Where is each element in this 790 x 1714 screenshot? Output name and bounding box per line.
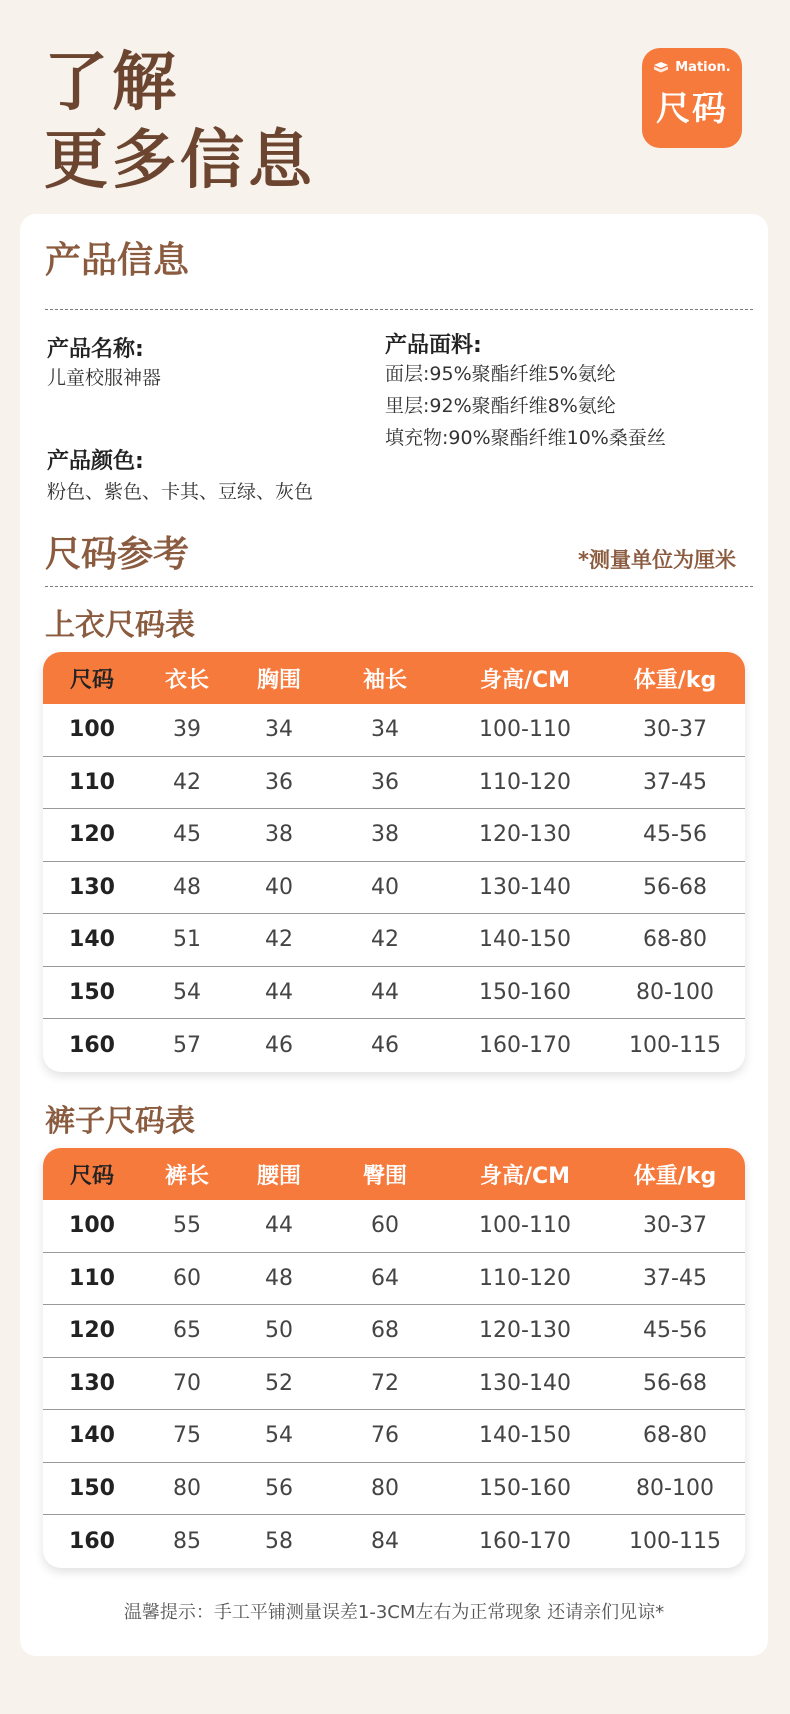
table-row: [43, 1358, 745, 1411]
fabric-label: 产品面料:: [385, 333, 482, 358]
table-cell: 160-170: [479, 1528, 571, 1554]
table-cell: 130-140: [479, 1370, 571, 1396]
table-cell: 56-68: [643, 1370, 707, 1396]
table-cell: 50: [265, 1318, 293, 1344]
table-cell: 30-37: [643, 717, 707, 743]
table-cell: 34: [371, 717, 399, 743]
size-cell: 140: [69, 1423, 115, 1449]
table-cell: 42: [265, 927, 293, 953]
size-cell: 150: [69, 979, 115, 1005]
table-cell: 80: [173, 1475, 201, 1501]
table-cell: 100-110: [479, 717, 571, 743]
header-cell: 体重/kg: [633, 667, 717, 693]
table-cell: 100-110: [479, 1213, 571, 1239]
table-row: [43, 704, 745, 757]
table-cell: 42: [173, 769, 201, 795]
table-row: [43, 1410, 745, 1463]
table-cell: 45: [173, 822, 201, 848]
size-cell: 100: [69, 717, 115, 743]
table-cell: 68: [371, 1318, 399, 1344]
table-cell: 100-115: [629, 1528, 721, 1554]
table-cell: 80-100: [636, 1475, 714, 1501]
table-cell: 44: [265, 1213, 293, 1239]
size-cell: 160: [69, 1528, 115, 1554]
table-cell: 110-120: [479, 769, 571, 795]
divider: [45, 586, 753, 587]
table-cell: 110-120: [479, 1265, 571, 1291]
table-cell: 37-45: [643, 769, 707, 795]
table-cell: 80-100: [636, 979, 714, 1005]
page-title: [44, 44, 316, 200]
header-cell: 尺码: [69, 1163, 114, 1189]
table-cell: 48: [265, 1265, 293, 1291]
table-cell: 36: [371, 769, 399, 795]
table-cell: 54: [265, 1423, 293, 1449]
table-cell: 150-160: [479, 1475, 571, 1501]
top-size-table: [43, 652, 745, 1072]
size-cell: 120: [69, 1318, 115, 1344]
table-cell: 100-115: [629, 1032, 721, 1058]
size-cell: 110: [69, 1265, 115, 1291]
size-cell: 110: [69, 769, 115, 795]
table-cell: 38: [371, 822, 399, 848]
name-label: 产品名称:: [47, 337, 144, 362]
table-cell: 48: [173, 874, 201, 900]
table-cell: 45-56: [643, 1318, 707, 1344]
header-cell: 身高/CM: [479, 667, 571, 693]
size-cell: 160: [69, 1032, 115, 1058]
footer-tip: 温馨提示：手工平铺测量误差1-3CM左右为正常现象 还请亲们见谅*: [123, 1602, 665, 1623]
box-icon: [653, 62, 669, 73]
size-cell: 130: [69, 1370, 115, 1396]
table-cell: 120-130: [479, 1318, 571, 1344]
table-row: [43, 914, 745, 967]
table-cell: 52: [265, 1370, 293, 1396]
table-cell: 40: [265, 874, 293, 900]
table-cell: 36: [265, 769, 293, 795]
header-cell: 尺码: [69, 667, 114, 693]
table-cell: 60: [173, 1265, 201, 1291]
title-line-2: 更多信息: [44, 124, 316, 198]
table-row: [43, 1019, 745, 1072]
table-cell: 150-160: [479, 979, 571, 1005]
table-cell: 54: [173, 979, 201, 1005]
table-cell: 40: [371, 874, 399, 900]
table-row: [43, 1463, 745, 1516]
top-table-title: 上衣尺码表: [45, 608, 195, 643]
unit-note: *测量单位为厘米: [578, 548, 736, 572]
table-header: [43, 652, 745, 704]
table-cell: 140-150: [479, 927, 571, 953]
fabric-line-2: 里层:92%聚酯纤维8%氨纶: [385, 395, 616, 417]
table-row: [43, 967, 745, 1020]
table-cell: 84: [371, 1528, 399, 1554]
table-cell: 60: [371, 1213, 399, 1239]
header-cell: 体重/kg: [633, 1163, 717, 1189]
table-cell: 85: [173, 1528, 201, 1554]
divider: [45, 309, 753, 310]
table-cell: 39: [173, 717, 201, 743]
fabric-line-3: 填充物:90%聚酯纤维10%桑蚕丝: [385, 427, 666, 449]
title-line-1: 了解: [44, 46, 180, 120]
header-cell: 胸围: [256, 667, 301, 693]
table-cell: 38: [265, 822, 293, 848]
header-cell: 袖长: [362, 667, 407, 693]
size-ref-title: 尺码参考: [45, 534, 190, 575]
table-header: [43, 1148, 745, 1200]
table-cell: 34: [265, 717, 293, 743]
table-cell: 130-140: [479, 874, 571, 900]
table-cell: 55: [173, 1213, 201, 1239]
color-value: 粉色、紫色、卡其、豆绿、灰色: [47, 481, 314, 503]
table-cell: 44: [371, 979, 399, 1005]
size-badge: [642, 48, 742, 148]
table-cell: 120-130: [479, 822, 571, 848]
table-cell: 75: [173, 1423, 201, 1449]
table-row: [43, 1253, 745, 1306]
size-cell: 130: [69, 874, 115, 900]
info-card: [20, 214, 768, 1656]
table-row: [43, 1200, 745, 1253]
table-cell: 37-45: [643, 1265, 707, 1291]
table-cell: 45-56: [643, 822, 707, 848]
pants-table-title: 裤子尺码表: [45, 1104, 195, 1139]
table-row: [43, 757, 745, 810]
table-cell: 42: [371, 927, 399, 953]
table-cell: 160-170: [479, 1032, 571, 1058]
header-cell: 衣长: [164, 667, 209, 693]
table-cell: 140-150: [479, 1423, 571, 1449]
name-value: 儿童校服神器: [47, 367, 162, 389]
table-cell: 56-68: [643, 874, 707, 900]
table-row: [43, 862, 745, 915]
size-cell: 140: [69, 927, 115, 953]
table-cell: 57: [173, 1032, 201, 1058]
table-cell: 68-80: [643, 1423, 707, 1449]
table-cell: 65: [173, 1318, 201, 1344]
header-cell: 腰围: [256, 1163, 301, 1189]
table-cell: 76: [371, 1423, 399, 1449]
table-cell: 46: [371, 1032, 399, 1058]
table-cell: 44: [265, 979, 293, 1005]
table-cell: 46: [265, 1032, 293, 1058]
size-cell: 150: [69, 1475, 115, 1501]
badge-brand: [642, 60, 742, 75]
badge-brand-text: Mation.: [675, 60, 731, 75]
table-cell: 30-37: [643, 1213, 707, 1239]
header-cell: 身高/CM: [479, 1163, 571, 1189]
table-cell: 51: [173, 927, 201, 953]
fabric-line-1: 面层:95%聚酯纤维5%氨纶: [385, 363, 616, 385]
table-cell: 68-80: [643, 927, 707, 953]
header-cell: 臀围: [362, 1163, 407, 1189]
table-cell: 72: [371, 1370, 399, 1396]
table-cell: 80: [371, 1475, 399, 1501]
pants-size-table: [43, 1148, 745, 1568]
table-row: [43, 809, 745, 862]
header-cell: 裤长: [164, 1163, 209, 1189]
size-cell: 100: [69, 1213, 115, 1239]
table-cell: 70: [173, 1370, 201, 1396]
table-cell: 56: [265, 1475, 293, 1501]
table-row: [43, 1515, 745, 1568]
table-cell: 64: [371, 1265, 399, 1291]
table-cell: 58: [265, 1528, 293, 1554]
table-row: [43, 1305, 745, 1358]
product-info-title: 产品信息: [45, 240, 190, 281]
color-label: 产品颜色:: [47, 449, 144, 474]
size-cell: 120: [69, 822, 115, 848]
badge-label: 尺码: [656, 89, 728, 129]
